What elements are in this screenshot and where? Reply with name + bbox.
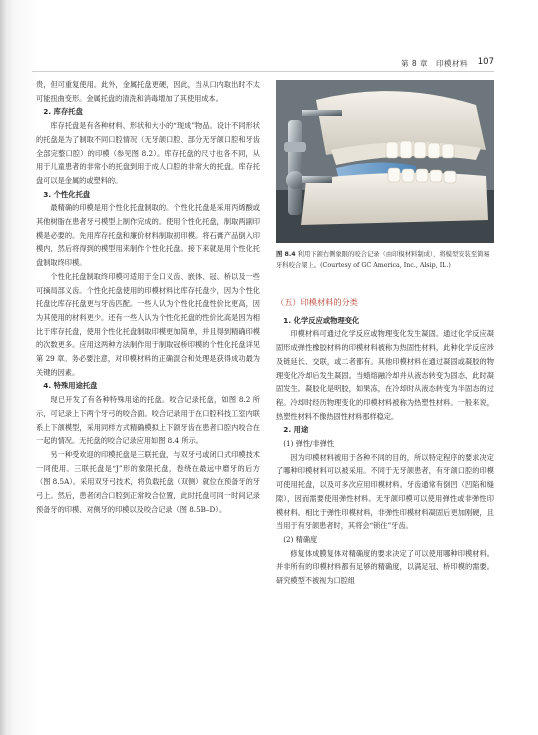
section-title-classification: （五）印模材料的分类 [276, 297, 358, 307]
subheading-use: 2. 用途 [283, 425, 309, 435]
paragraph: 个性化托盘制取终印模可适用于全口义齿、嵌体、冠、桥以及一些可摘局部义齿。个性化托盘使用的印模材料比库存托盘少，因为个性化托盘比库存托盘更与牙齿匹配。一些人认为个性化托盘性价比更高，因为其使用的材料更少。还有一些人认为个性化托盘的性价比高是因为相比于库存托盘，使用个性化托盘制取印模更加简单，并且得到精确印模的次数更多。应用这两种方法制作用于制取冠桥印模的个性化托盘详见第 29 章。务必要注意，对印模材料的正确混合和处理是获得成功最为关键的因素。 [36, 271, 260, 377]
paragraph: 库存托盘是有各种材料、形状和大小的“现成”物品。设计不同形状的托盘是为了制取不同口腔情况（无牙颌口腔、部分无牙颌口腔和牙齿全部完整口腔）的印模（参见图 8.2）。库存托盘的尺寸也各不同，从用于儿童患者的非常小的托盘到用于成人口腔的非常大的托盘。库存托盘可以是金属的或塑料的。 [36, 121, 260, 185]
paragraph: 印模材料可通过化学反应或物理变化发生凝固。通过化学反应凝固形成弹性橡胶材料的印模材料被称为热固性材料，此种化学反应涉及链延长、交联，或二者都有。其他印模材料在通过凝固或凝胶的物理变化冷却后发生凝固。当蜡熔融冷却并从液态转变为固态，此时凝固发生。凝胶化是明胶，如果冻，在冷却时从液态转变为半固态的过程。冷却时经历物理变化的印模材料被称为热塑性材料。一般来说，热塑性材料不像热固性材料那样稳定。 [276, 329, 494, 421]
subheading-special-tray: 4. 特殊用途托盘 [43, 381, 98, 391]
subheading-custom-tray: 3. 个性化托盘 [43, 189, 91, 199]
running-header [0, 58, 538, 76]
header-page-number: 107 [477, 57, 494, 67]
paragraph: 现已开发了有各种特殊用途的托盘。咬合记录托盘，如图 8.2 所示，可记录上下两个牙弓的咬合面。咬合记录用于在口腔科技工室内联系上下颌模型，采用同样方式精确模拟上下颌牙齿在患者口腔内咬合在一起的情况。无托盘的咬合记录应用如图 8.4 所示。 [36, 395, 260, 446]
right-column [276, 296, 494, 588]
caption-label: 图 8.4 [276, 251, 296, 258]
paragraph: 修复体成膜复体对精确度的要求决定了可以使用哪种印模材料。并非所有的印模材料都有足够的精确度，以满足冠、桥印模的需要。研究模型不被视为口腔组 [276, 548, 494, 586]
subheading-elastic: (1) 弹性/非弹性 [283, 439, 335, 449]
caption-text: 利用下颌右侧象限的咬合记录（由印模材料制成），将模型安装至简易牙科咬合架上。(Courtesy of GC America, Inc., Alsip, IL.) [276, 251, 490, 269]
paragraph: 最精确的印模是用个性化托盘制取的。个性化托盘是采用丙烯酸或其他树脂在患者牙弓模型上制作完成的。使用个性化托盘，制取两副印模是必要的。先用库存托盘和廉价材料制取初印模。将石膏产品倒入印模内，然后将得到的模型用来制作个性化托盘。接下来就是用个性化托盘制取终印模。 [36, 203, 260, 268]
paragraph: 另一种受欢迎的印模托盘是三联托盘，与双牙弓或闭口式印模技术一同使用。三联托盘是“J”形的象限托盘，卷绕在最远中磨牙的后方（图 8.5A）。采用双牙弓技术，将负载托盘（双侧）就位在预备牙的牙弓上。然后，患者闭合口腔到正常咬合位置，此时托盘可同一时间记录预备牙的印模、对侧牙的印模以及咬合记录（图 8.5B–D）。 [36, 449, 260, 514]
subheading-accuracy: (2) 精确度 [283, 534, 318, 544]
header-chapter: 第 8 章 印模材料 [400, 59, 468, 68]
paragraph: 贵，但可重复使用。此外，金属托盘更硬，因此，当从口内取出时不太可能扭曲变形。金属托盘的清洗和消毒增加了其使用成本。 [36, 80, 260, 103]
figure-photo-articulator [276, 80, 494, 243]
subheading-stock-tray: 2. 库存托盘 [43, 107, 83, 117]
paragraph: 因为印模材料被用于各种不同的目的，所以特定程序的要求决定了哪种印模材料可以被采用。不同于无牙颌患者，有牙颌口腔的印模可使用托盘，以及可多次应用印模材料。牙齿通常有倒凹（凹陷和缝隙），因而需要使用弹性材料。无牙颌印模可以使用弹性或非弹性印模材料。相比于弹性印模材料，非弹性印模材料凝固后更加刚硬，且当用于有牙颌患者时，其将会“锁住”牙齿。 [276, 452, 494, 531]
header-rule [32, 71, 494, 72]
left-column [36, 78, 260, 517]
figure-caption [276, 250, 496, 271]
subheading-chemical-physical: 1. 化学反应或物理变化 [283, 315, 360, 325]
articulator-illustration [276, 80, 494, 243]
